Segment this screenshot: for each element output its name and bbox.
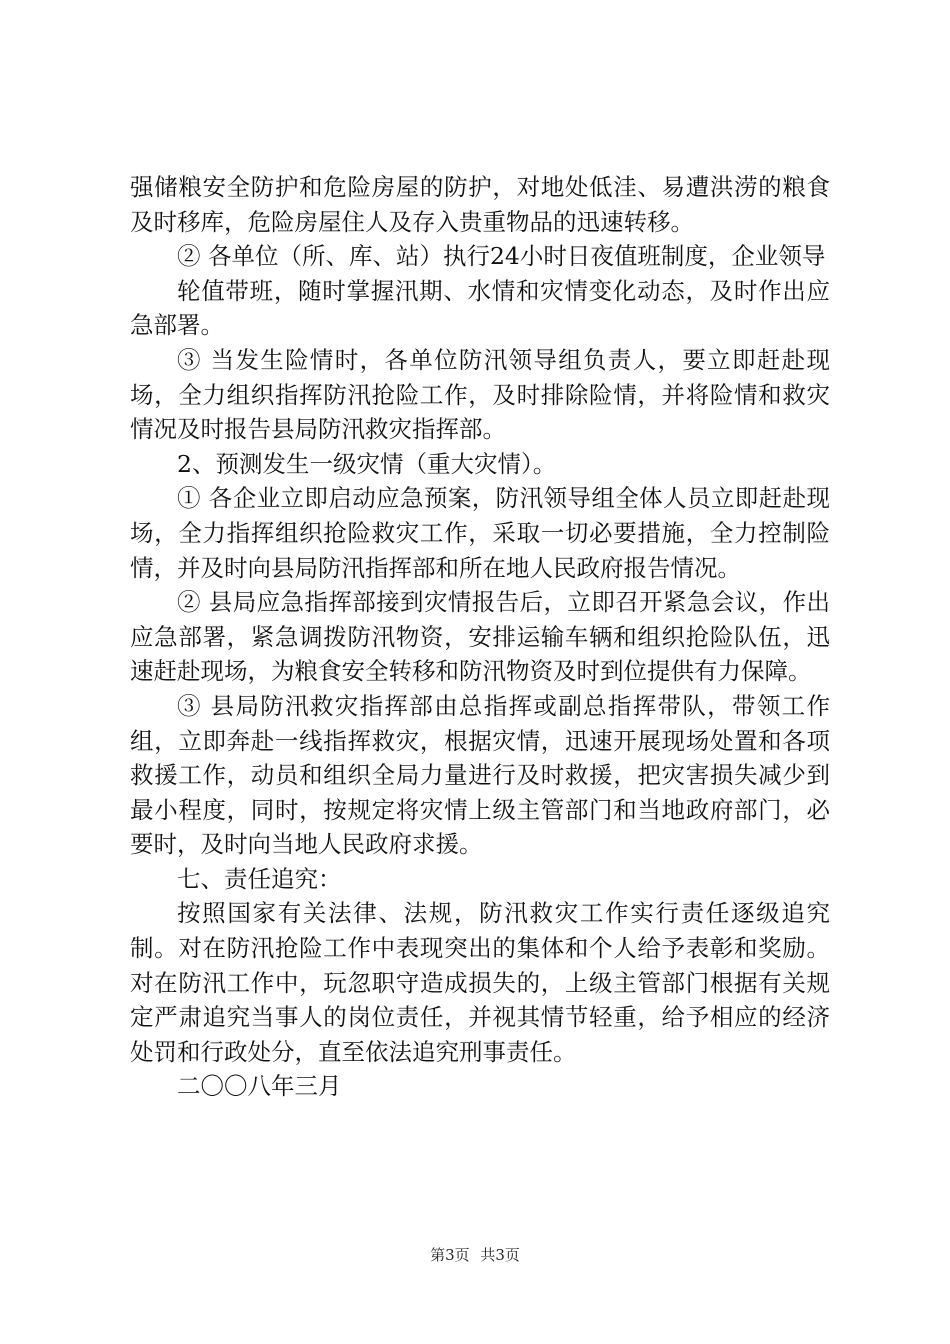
section-heading-level-one: 2、预测发生一级灾情（重大灾情）。 <box>177 449 557 478</box>
page-footer <box>0 1244 950 1265</box>
paragraph-command-meeting: ② 县局应急指挥部接到灾情报告后，立即召开紧急会议，作出应急部署，紧急调拨防汛物资，安排运输车辆和组织抢险队伍，迅速赶赴现场，为粮食安全转移和防汛物资及时到位提供有力保障。 <box>130 588 830 686</box>
page-number-total: 共3页 <box>480 1246 520 1264</box>
document-body <box>130 170 830 1104</box>
page-number-current: 第3页 <box>430 1246 470 1264</box>
paragraph-duty-system: ② 各单位（所、库、站）执行24小时日夜值班制度，企业领导 <box>177 242 826 271</box>
paragraph-grain-protection: 强储粮安全防护和危险房屋的防护，对地处低洼、易遭洪涝的粮食及时移库，危险房屋住人及存入贵重物品的迅速转移。 <box>130 173 830 236</box>
paragraph-rotating-duty: 轮值带班，随时掌握汛期、水情和灾情变化动态，及时作出应急部署。 <box>130 276 830 340</box>
paragraph-emergency-plan: ① 各企业立即启动应急预案，防汛领导组全体人员立即赶赴现场，全力指挥组织抢险救灾工作，采取一切必要措施，全力控制险情，并及时向县局防汛指挥部和所在地人民政府报告情况。 <box>130 484 830 582</box>
paragraph-command-lead: ③ 县局防汛救灾指挥部由总指挥或副总指挥带队，带领工作组，立即奔赴一线指挥救灾，根据灾情，迅速开展现场处置和各项救援工作，动员和组织全局力量进行及时救援，把灾害损失减少到最小程度，同时，按规定将灾情上级主管部门和当地政府部门，必要时，及时向当地人民政府求援。 <box>130 691 830 859</box>
section-heading-accountability: 七、责任追究： <box>177 864 342 893</box>
document-date: 二〇〇八年三月 <box>177 1072 342 1101</box>
paragraph-danger-response: ③ 当发生险情时，各单位防汛领导组负责人，要立即赶赴现场，全力组织指挥防汛抢险工作，及时排除险情，并将险情和救灾情况及时报告县局防汛救灾指挥部。 <box>130 345 830 444</box>
paragraph-accountability: 按照国家有关法律、法规，防汛救灾工作实行责任逐级追究制。对在防汛抢险工作中表现突出的集体和个人给予表彰和奖励。对在防汛工作中，玩忽职守造成损失的，上级主管部门根据有关规定严肃追究当事人的岗位责任，并视其情节轻重，给予相应的经济处罚和行政处分，直至依法追究刑事责任。 <box>130 899 830 1066</box>
